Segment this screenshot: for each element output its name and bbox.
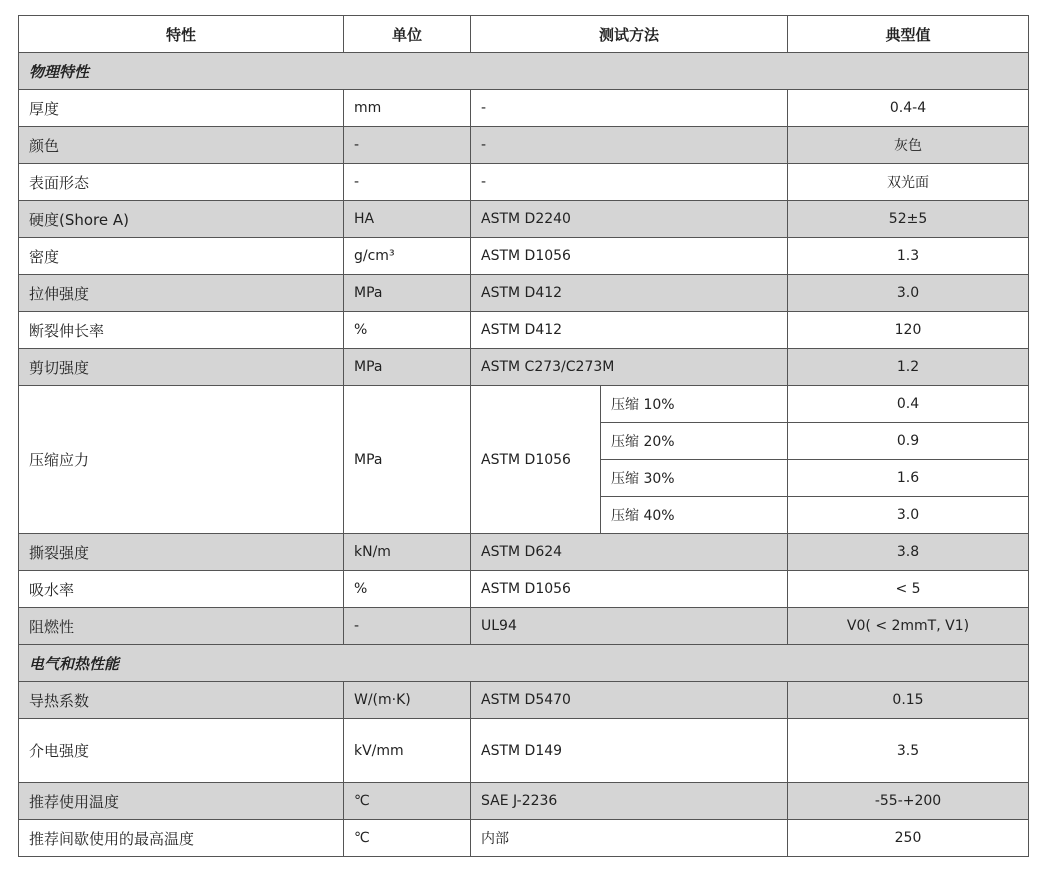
header-typical-value: 典型值 bbox=[788, 16, 1029, 53]
test-method: ASTM D412 bbox=[471, 275, 788, 312]
unit: HA bbox=[344, 201, 471, 238]
test-method: - bbox=[471, 127, 788, 164]
typical-value: 120 bbox=[788, 312, 1029, 349]
property-name: 阻燃性 bbox=[19, 608, 344, 645]
unit: mm bbox=[344, 90, 471, 127]
header-property: 特性 bbox=[19, 16, 344, 53]
unit: MPa bbox=[344, 275, 471, 312]
test-method: ASTM C273/C273M bbox=[471, 349, 788, 386]
test-method: ASTM D2240 bbox=[471, 201, 788, 238]
header-row bbox=[19, 16, 1029, 53]
unit: MPa bbox=[344, 349, 471, 386]
test-method: - bbox=[471, 164, 788, 201]
typical-value: 双光面 bbox=[788, 164, 1029, 201]
table-row bbox=[19, 571, 1029, 608]
test-method: UL94 bbox=[471, 608, 788, 645]
compression-level: 压缩 10% bbox=[601, 386, 788, 423]
typical-value: 250 bbox=[788, 820, 1029, 857]
table-row bbox=[19, 201, 1029, 238]
typical-value: 0.4-4 bbox=[788, 90, 1029, 127]
test-method: 内部 bbox=[471, 820, 788, 857]
typical-value: V0( < 2mmT, V1) bbox=[788, 608, 1029, 645]
unit: - bbox=[344, 164, 471, 201]
unit: % bbox=[344, 312, 471, 349]
typical-value: 1.2 bbox=[788, 349, 1029, 386]
compression-level: 压缩 40% bbox=[601, 497, 788, 534]
table-row bbox=[19, 386, 1029, 423]
section-row bbox=[19, 645, 1029, 682]
unit: - bbox=[344, 127, 471, 164]
section-row bbox=[19, 53, 1029, 90]
table-row bbox=[19, 608, 1029, 645]
section-title: 电气和热性能 bbox=[19, 645, 1029, 682]
typical-value: 3.0 bbox=[788, 497, 1029, 534]
table-row bbox=[19, 238, 1029, 275]
property-name: 断裂伸长率 bbox=[19, 312, 344, 349]
table-row bbox=[19, 682, 1029, 719]
unit: kV/mm bbox=[344, 719, 471, 783]
typical-value: 灰色 bbox=[788, 127, 1029, 164]
unit: % bbox=[344, 571, 471, 608]
typical-value: 3.8 bbox=[788, 534, 1029, 571]
property-name: 介电强度 bbox=[19, 719, 344, 783]
typical-value: 1.3 bbox=[788, 238, 1029, 275]
table-row bbox=[19, 820, 1029, 857]
table-row bbox=[19, 534, 1029, 571]
unit: W/(m·K) bbox=[344, 682, 471, 719]
property-name: 撕裂强度 bbox=[19, 534, 344, 571]
unit: ℃ bbox=[344, 783, 471, 820]
test-method: ASTM D5470 bbox=[471, 682, 788, 719]
table-row bbox=[19, 90, 1029, 127]
table-body bbox=[19, 53, 1029, 857]
typical-value: 1.6 bbox=[788, 460, 1029, 497]
unit: g/cm³ bbox=[344, 238, 471, 275]
unit: kN/m bbox=[344, 534, 471, 571]
unit: - bbox=[344, 608, 471, 645]
section-title: 物理特性 bbox=[19, 53, 1029, 90]
test-method: - bbox=[471, 90, 788, 127]
property-name: 压缩应力 bbox=[19, 386, 344, 534]
property-name: 剪切强度 bbox=[19, 349, 344, 386]
typical-value: < 5 bbox=[788, 571, 1029, 608]
table-row bbox=[19, 127, 1029, 164]
test-method: ASTM D624 bbox=[471, 534, 788, 571]
unit: ℃ bbox=[344, 820, 471, 857]
header-test-method: 测试方法 bbox=[471, 16, 788, 53]
property-name: 拉伸强度 bbox=[19, 275, 344, 312]
property-name: 吸水率 bbox=[19, 571, 344, 608]
table-row bbox=[19, 349, 1029, 386]
properties-table bbox=[18, 15, 1029, 857]
header-unit: 单位 bbox=[344, 16, 471, 53]
property-name: 硬度(Shore A) bbox=[19, 201, 344, 238]
property-name: 推荐间歇使用的最高温度 bbox=[19, 820, 344, 857]
test-method: SAE J-2236 bbox=[471, 783, 788, 820]
test-method: ASTM D1056 bbox=[471, 238, 788, 275]
property-name: 厚度 bbox=[19, 90, 344, 127]
typical-value: 52±5 bbox=[788, 201, 1029, 238]
compression-level: 压缩 30% bbox=[601, 460, 788, 497]
compression-level: 压缩 20% bbox=[601, 423, 788, 460]
typical-value: 0.15 bbox=[788, 682, 1029, 719]
test-method: ASTM D1056 bbox=[471, 386, 601, 534]
property-name: 表面形态 bbox=[19, 164, 344, 201]
table-row bbox=[19, 783, 1029, 820]
unit: MPa bbox=[344, 386, 471, 534]
test-method: ASTM D412 bbox=[471, 312, 788, 349]
typical-value: -55-+200 bbox=[788, 783, 1029, 820]
table-row bbox=[19, 719, 1029, 783]
property-name: 推荐使用温度 bbox=[19, 783, 344, 820]
test-method: ASTM D1056 bbox=[471, 571, 788, 608]
table-row bbox=[19, 275, 1029, 312]
table-row bbox=[19, 312, 1029, 349]
typical-value: 3.0 bbox=[788, 275, 1029, 312]
test-method: ASTM D149 bbox=[471, 719, 788, 783]
property-name: 密度 bbox=[19, 238, 344, 275]
typical-value: 0.4 bbox=[788, 386, 1029, 423]
table-row bbox=[19, 164, 1029, 201]
property-name: 颜色 bbox=[19, 127, 344, 164]
typical-value: 0.9 bbox=[788, 423, 1029, 460]
typical-value: 3.5 bbox=[788, 719, 1029, 783]
property-name: 导热系数 bbox=[19, 682, 344, 719]
